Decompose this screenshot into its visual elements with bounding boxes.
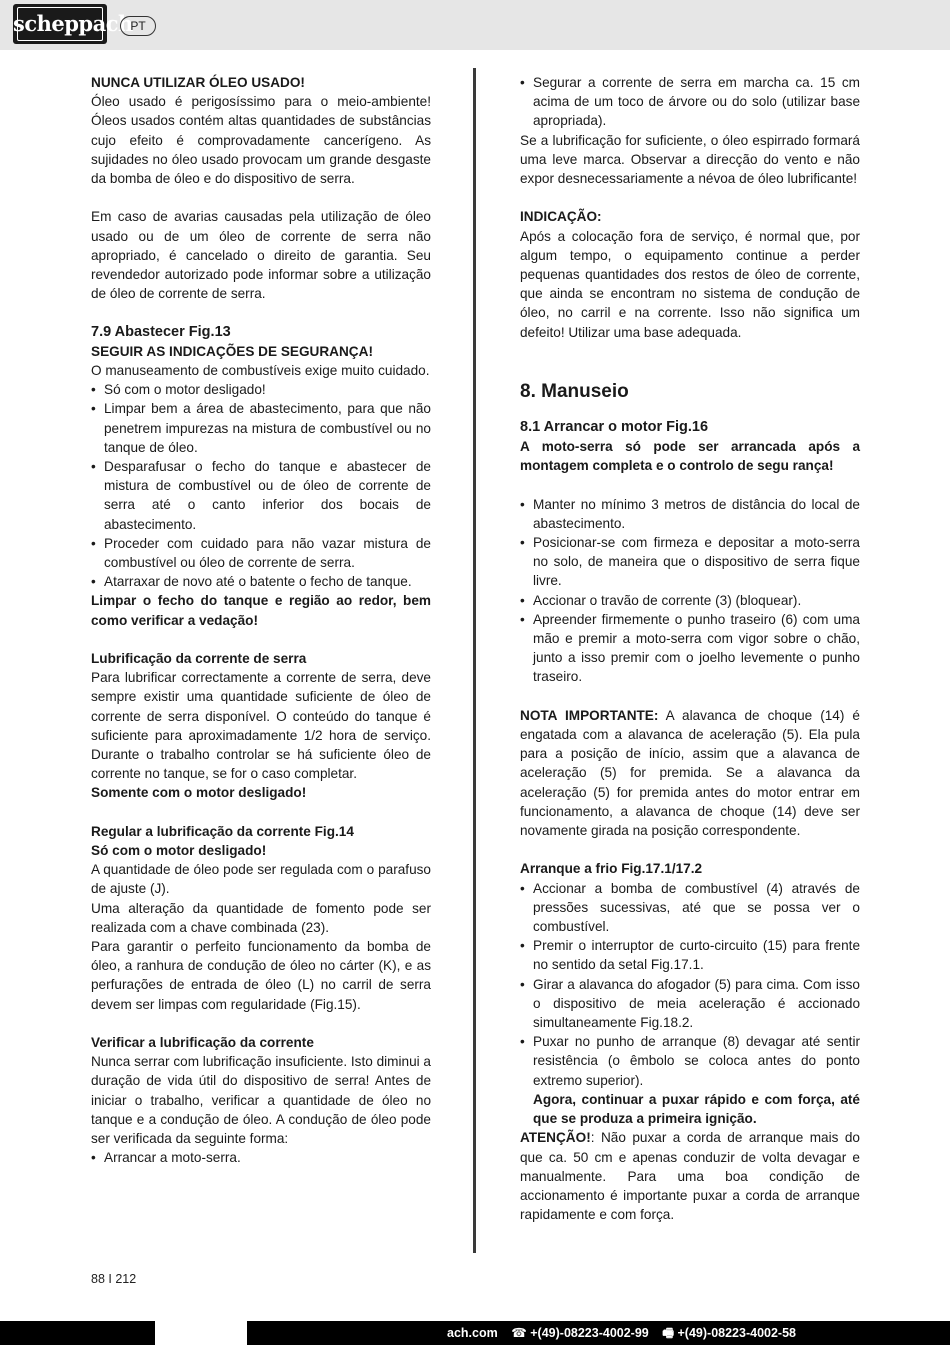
bullet-list: [91, 380, 431, 591]
page-footer: [0, 1321, 950, 1345]
attention-note: [520, 1128, 860, 1224]
footer-contact: [437, 1321, 796, 1345]
bullet-list: [520, 879, 860, 1090]
list-item: • Segurar a corrente de serra em marcha ca. 15 cm acima de um toco de árvore ou do solo (utilizar base apropriada).: [520, 73, 860, 131]
list-item: • Accionar o travão de corrente (3) (bloquear).: [520, 591, 860, 610]
list-item: • Posicionar-se com firmeza e depositar a moto-serra no solo, de maneira que o dispositivo de serra fique livre.: [520, 533, 860, 591]
list-item: • Girar a alavanca do afogador (5) para cima. Com isso o dispositivo de meia aceleração é accionado simultaneamente Fig.18.2.: [520, 975, 860, 1033]
left-column: [91, 73, 431, 1168]
bold-note: Limpar o fecho do tanque e região ao redor, bem como verificar a vedação!: [91, 593, 431, 628]
column-divider: [473, 68, 476, 1253]
bold-note: Agora, continuar a puxar rápido e com força, até que se produza a primeira ignição.: [533, 1091, 860, 1127]
list-item: • Proceder com cuidado para não vazar mistura de combustível ou óleo de corrente de serra.: [91, 534, 431, 572]
section-heading-8-1: 8.1 Arrancar o motor Fig.16: [520, 418, 709, 435]
list-item: • Arrancar a moto-serra.: [91, 1148, 431, 1167]
list-item: • Premir o interruptor de curto-circuito (15) para frente no sentido da setal Fig.17.1.: [520, 936, 860, 974]
bold-note: Só com o motor desligado!: [91, 843, 267, 859]
bold-note: Somente com o motor desligado!: [91, 785, 307, 801]
list-item: • Puxar no punho de arranque (8) devagar até sentir resistência (o êmbolo se coloca antes do ponto extremo superior).: [520, 1032, 860, 1090]
paragraph: Em caso de avarias causadas pela utilização de óleo usado ou de um óleo de corrente de serra não apropriado, é cancelado o direito de garantia. Seu revendedor autorizado pode informar sobre a utilização de óleo de corrente de serra.: [91, 209, 431, 302]
important-note: [520, 706, 860, 840]
paragraph: Uma alteração da quantidade de fomento pode ser realizada com a chave combinada (23).: [91, 900, 431, 935]
paragraph: Para garantir o perfeito funcionamento da bomba de óleo, a ranhura de condução de óleo no cárter (K), e as perfurações de entrada de óleo (L) no carril de serra devem ser limpas com regularidade (Fig.15).: [91, 939, 431, 1012]
chapter-heading-8: 8. Manuseio: [520, 380, 629, 402]
fax-number: 🖷 +(49)-08223-4002-58: [662, 1326, 796, 1340]
paragraph: O manuseamento de combustíveis exige muito cuidado.: [91, 363, 430, 379]
bold-note: A moto-serra só pode ser arrancada após a montagem completa e o controlo de segu rança!: [520, 439, 860, 474]
list-item: • Atarraxar de novo até o batente o fecho de tanque.: [91, 572, 431, 591]
language-badge: PT: [120, 16, 156, 36]
right-column: [520, 73, 860, 1224]
website-text: ach.com: [447, 1326, 498, 1340]
section-heading-7-9: 7.9 Abastecer Fig.13: [91, 323, 231, 340]
attention-label: ATENÇÃO!: [520, 1130, 591, 1146]
paragraph: Nunca serrar com lubrificação insuficiente. Isto diminui a duração de vida útil do dispositivo de serra! Antes de iniciar o trabalho, verificar a quantidade de óleo no tanque e a condução de óleo. A condução de óleo pode ser verificada da seguinte forma:: [91, 1054, 431, 1147]
note-label: NOTA IMPORTANTE:: [520, 707, 659, 723]
subsection-title: Lubrificação da corrente de serra: [91, 651, 307, 667]
paragraph: Após a colocação fora de serviço, é normal que, por algum tempo, o equipamento continue a perder pequenas quantidades dos restos de óleo de corrente, que ainda se encontram no sistema de condução de óleo, no carril e na corrente. Isso não significa um defeito! Utilizar uma base adequada.: [520, 228, 860, 340]
phone-number: ☎ +(49)-08223-4002-99: [511, 1326, 649, 1340]
bullet-list: [91, 1148, 431, 1167]
subsection-title: Arranque a frio Fig.17.1/17.2: [520, 861, 703, 877]
safety-notice: SEGUIR AS INDICAÇÕES DE SEGURANÇA!: [91, 343, 373, 359]
subsection-title: Verificar a lubrificação da corrente: [91, 1035, 314, 1051]
subsection-title: Regular a lubrificação da corrente Fig.14: [91, 823, 354, 839]
list-item: • Só com o motor desligado!: [91, 380, 431, 399]
scheppach-logo: scheppach: [13, 4, 107, 44]
paragraph: Óleo usado é perigosíssimo para o meio-ambiente! Óleos usados contém altas quantidades de substâncias cujo efeito é comprovadamente cancerígeno. As sujidades no óleo usado provocam um grande desgaste da bomba de óleo e do dispositivo de serra.: [91, 94, 431, 187]
paragraph: Se a lubrificação for suficiente, o óleo espirrado formará uma leve marca. Observar a direcção do vento e não expor desnecessariamente a névoa de óleo lubrificante!: [520, 132, 860, 187]
page-number: 88 I 212: [91, 1272, 137, 1286]
indication-title: INDICAÇÃO:: [520, 209, 602, 225]
list-item: • Desparafusar o fecho do tanque e abastecer de mistura de combustível ou de óleo de corrente de serra até o canto inferior dos bocais de abastecimento.: [91, 457, 431, 534]
list-item: • Limpar bem a área de abastecimento, para que não penetrem impurezas na mistura de combustível ou no tanque de óleo.: [91, 399, 431, 457]
note-text: A alavanca de choque (14) é engatada com a alavanca de aceleração (5). Ela pula para a posição de início, assim que a alavanca de aceleração (5) for premida. Se a alavanca da aceleração (5) for premida antes do motor entrar em funcionamento, a alavanca de choque (14) deve ser novamente girada na posição correspondente.: [520, 707, 860, 839]
bullet-list: [520, 495, 860, 687]
list-item: • Accionar a bomba de combustível (4) através de pressões sucessivas, até que se possa ver o combustível.: [520, 879, 860, 937]
bullet-list: [520, 73, 860, 131]
paragraph: Para lubrificar correctamente a corrente de serra, deve sempre existir uma quantidade suficiente de óleo de corrente de serra disponível. O conteúdo do tanque é suficiente para aproximadamente 1/2 hora de serviço. Durante o trabalho controlar se há suficiente óleo de corrente no tanque, se for o caso completar.: [91, 670, 431, 782]
list-item: • Apreender firmemente o punho traseiro (6) com uma mão e premir a moto-serra com vigor sobre o chão, junto a isso premir com o joelho levemente o punho traseiro.: [520, 610, 860, 687]
list-item: • Manter no mínimo 3 metros de distância do local de abastecimento.: [520, 495, 860, 533]
page-header: [0, 0, 950, 50]
attention-text: : Não puxar a corda de arranque mais do que ca. 50 cm e apenas conduzir de volta devagar e manualmente. Para uma boa condição de accionamento é importante puxar a corda de arranque rapidamente e com força.: [520, 1130, 860, 1223]
warning-title: NUNCA UTILIZAR ÓLEO USADO!: [91, 75, 305, 90]
footer-notch: [155, 1321, 247, 1345]
paragraph: A quantidade de óleo pode ser regulada com o parafuso de ajuste (J).: [91, 862, 431, 897]
